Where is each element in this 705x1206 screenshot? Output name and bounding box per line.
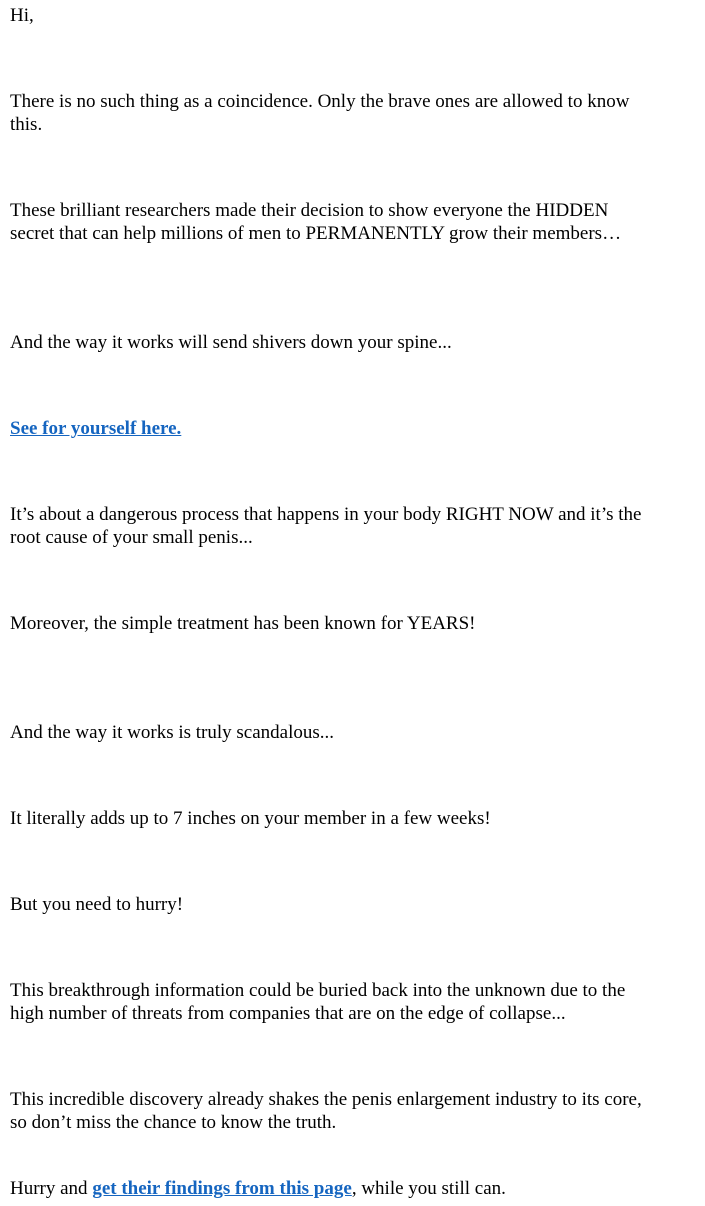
- findings-link[interactable]: get their findings from this page: [92, 1178, 352, 1199]
- paragraph-coincidence: There is no such thing as a coincidence. Only the brave ones are allowed to know this.: [10, 91, 630, 135]
- paragraph-dangerous-process: It’s about a dangerous process that happens in your body RIGHT NOW and it’s the root cause of your small penis...: [10, 504, 642, 548]
- greeting: Hi,: [10, 5, 34, 26]
- final-prefix: Hurry and: [10, 1178, 93, 1199]
- paragraph-scandalous: And the way it works is truly scandalous...: [10, 722, 335, 743]
- paragraph-discovery: This incredible discovery already shakes the penis enlargement industry to its core, so don’t miss the chance to know the truth.: [10, 1089, 642, 1133]
- paragraph-shivers: And the way it works will send shivers down your spine...: [10, 332, 452, 353]
- link-paragraph: [10, 417, 650, 440]
- paragraph-hurry: But you need to hurry!: [10, 894, 184, 915]
- paragraph-breakthrough: This breakthrough information could be buried back into the unknown due to the high number of threats from companies that are on the edge of collapse...: [10, 980, 626, 1024]
- final-suffix: , while you still can.: [351, 1178, 506, 1199]
- see-for-yourself-link[interactable]: See for yourself here.: [10, 418, 182, 439]
- paragraph-researchers: These brilliant researchers made their decision to show everyone the HIDDEN secret that can help millions of men to PERMANENTLY grow their members…: [10, 200, 622, 244]
- paragraph-treatment: Moreover, the simple treatment has been known for YEARS!: [10, 613, 476, 634]
- final-paragraph: [10, 1177, 650, 1200]
- paragraph-seven-inches: It literally adds up to 7 inches on your member in a few weeks!: [10, 808, 491, 829]
